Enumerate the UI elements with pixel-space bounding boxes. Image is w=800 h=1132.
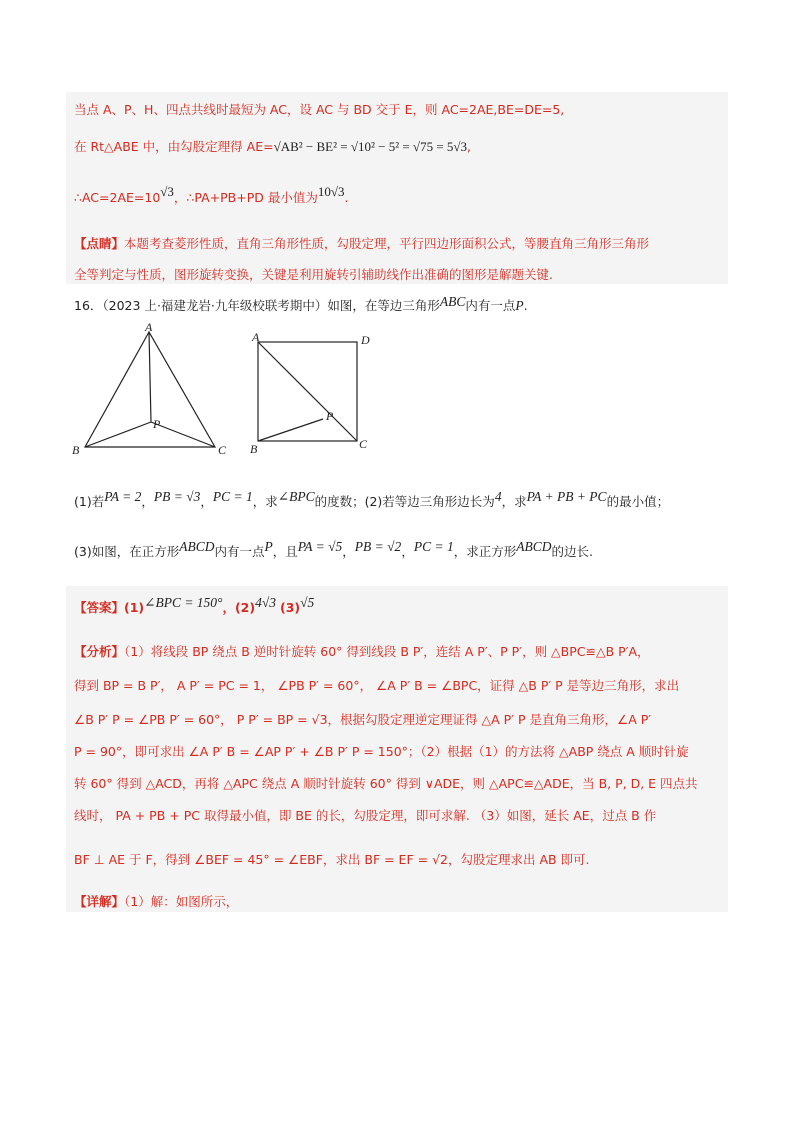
- q3-c: 内有一点: [214, 544, 265, 559]
- detail-tag: 【详解】: [74, 894, 125, 909]
- analysis-tag: 【分析】: [74, 644, 125, 659]
- segment-pb: [85, 422, 151, 447]
- q3-i: ，: [401, 544, 414, 559]
- label-sq-a: A: [252, 330, 260, 344]
- answer-2-label: ，(2): [222, 600, 256, 615]
- q3-g: ，: [342, 544, 355, 559]
- comment-line-2: 全等判定与性质，图形旋转变换，关键是利用旋转引辅助线作出准确的图形是解题关键.: [74, 267, 553, 282]
- problem-mid: 内有一点: [465, 298, 516, 313]
- q3-m: 的边长.: [551, 544, 593, 559]
- label-tri-b: B: [72, 443, 80, 457]
- question-1-2: [74, 489, 670, 510]
- q1-g: ，求: [252, 494, 278, 509]
- q3-square-2: ABCD: [516, 539, 552, 554]
- ae-formula: √AB² − BE² = √10² − 5² = √75 = 5√3: [273, 139, 468, 154]
- q1-pa: PA = 2: [104, 489, 142, 504]
- analysis-line-6: 线时， PA + PB + PC 取得最小值，即 BE 的长，勾股定理，即可求解. （3）如图，延长 AE，过点 B 作: [74, 808, 657, 823]
- q1-pc: PC = 1: [212, 489, 253, 504]
- q1-m: 的最小值；: [606, 494, 670, 509]
- solution-line-1: 当点 A、P、H、四点共线时最短为 AC，设 AC 与 BD 交于 E，则 AC=2AE,BE=DE=5,: [74, 102, 565, 117]
- segment-pc: [151, 422, 215, 447]
- q3-p: P: [264, 539, 273, 554]
- min-text: ，∴PA+PB+PD 最小值为: [173, 190, 318, 205]
- analysis-line-2: 得到 BP = B P′， A P′ = PC = 1， ∠PB P′ = 60°， ∠A P′ B = ∠BPC，证得 △B P′ P 是等边三角形，求出: [74, 678, 680, 693]
- comment-line-1: [74, 234, 649, 252]
- analysis-line-4: P = 90°，即可求出 ∠A P′ B = ∠AP P′ + ∠B P′ P = 150°；（2）根据（1）的方法将 △ABP 绕点 A 顺时针旋: [74, 744, 689, 759]
- point-p: P: [515, 298, 524, 313]
- q1-pb: PB = √3: [153, 489, 201, 504]
- answer-1-label: (1): [124, 600, 145, 615]
- q3-e: ，且: [272, 544, 298, 559]
- q1-a: (1)若: [74, 494, 105, 509]
- solution-line-2-prefix: 在 Rt△ABE 中，由勾股定理得 AE=: [74, 139, 274, 154]
- q1-side: 4: [494, 489, 502, 504]
- q1-i: 的度数；(2)若等边三角形边长为: [314, 494, 495, 509]
- square-figure: [250, 330, 370, 456]
- label-tri-a: A: [145, 322, 153, 334]
- q1-e: ，: [200, 494, 213, 509]
- min-value: 10√3: [317, 184, 345, 199]
- segment-pb-sq: [258, 419, 323, 441]
- sqrt3: √3: [160, 184, 174, 199]
- solution-line-2-suffix: ,: [467, 139, 472, 154]
- analysis-line-1: [74, 642, 650, 660]
- analysis-line-7: BF ⊥ AE 于 F，得到 ∠BEF = 45° = ∠EBF，求出 BF = EF = √2，勾股定理求出 AB 即可.: [74, 852, 590, 867]
- label-sq-d: D: [361, 333, 370, 347]
- problem-line-1: [74, 296, 528, 314]
- question-3: [74, 539, 593, 560]
- answer-tag: 【答案】: [74, 600, 125, 615]
- q3-pb: PB = √2: [354, 539, 402, 554]
- label-sq-b: B: [250, 442, 258, 456]
- label-sq-p: P: [326, 409, 334, 423]
- q3-square: ABCD: [179, 539, 215, 554]
- triangle-name: ABC: [439, 294, 466, 309]
- q3-a: (3)如图，在正方形: [74, 544, 180, 559]
- label-sq-c: C: [359, 437, 368, 451]
- analysis-line-5: 转 60° 得到 △ACD，再将 △APC 绕点 A 顺时针旋转 60° 得到 ∨ADE，则 △APC≌△ADE，当 B, P, D, E 四点共: [74, 776, 698, 791]
- label-tri-p: P: [153, 417, 161, 431]
- analysis-line-3: ∠B P′ P = ∠PB P′ = 60°， P P′ = BP = √3，根据勾股定理逆定理证得 △A P′ P 是直角三角形，∠A P′: [74, 712, 652, 727]
- answer-line: [74, 595, 315, 616]
- solution-line-3: [74, 184, 349, 206]
- comment-tag: 【点睛】: [74, 236, 125, 251]
- detail-line: [74, 892, 238, 910]
- triangle-figure: [72, 322, 227, 457]
- q3-pa: PA = √5: [297, 539, 343, 554]
- q1-sum: PA + PB + PC: [526, 489, 607, 504]
- problem-intro: 16．（2023 上·福建龙岩·九年级校联考期中）如图，在等边三角形: [74, 298, 440, 313]
- detail-text: （1）解：如图所示，: [124, 894, 239, 909]
- geometry-figures: [0, 322, 800, 462]
- answer-2: 4√3: [255, 595, 277, 610]
- q3-k: ，求正方形: [453, 544, 517, 559]
- q3-pc: PC = 1: [413, 539, 454, 554]
- solution-line-2: [74, 137, 471, 155]
- q1-angle: ∠BPC: [277, 489, 315, 504]
- answer-3-label: (3): [280, 600, 301, 615]
- label-tri-c: C: [218, 443, 227, 457]
- segment-pa: [149, 332, 151, 422]
- period: .: [344, 190, 349, 205]
- comment-text-1: 本题考查菱形性质，直角三角形性质，勾股定理，平行四边形面积公式，等腰直角三角形三角形: [124, 236, 650, 251]
- answer-1: ∠BPC = 150°: [144, 595, 223, 610]
- analysis-text-1: （1）将线段 BP 绕点 B 逆时针旋转 60° 得到线段 B P′，连结 A P′、P P′，则 △BPC≌△B P′A，: [124, 644, 650, 659]
- problem-end: .: [523, 298, 528, 313]
- ac-value: ∴AC=2AE=10: [74, 190, 161, 205]
- q1-c: ，: [141, 494, 154, 509]
- answer-3: √5: [300, 595, 315, 610]
- segment-ac-sq: [258, 342, 357, 441]
- q1-k: ，求: [501, 494, 527, 509]
